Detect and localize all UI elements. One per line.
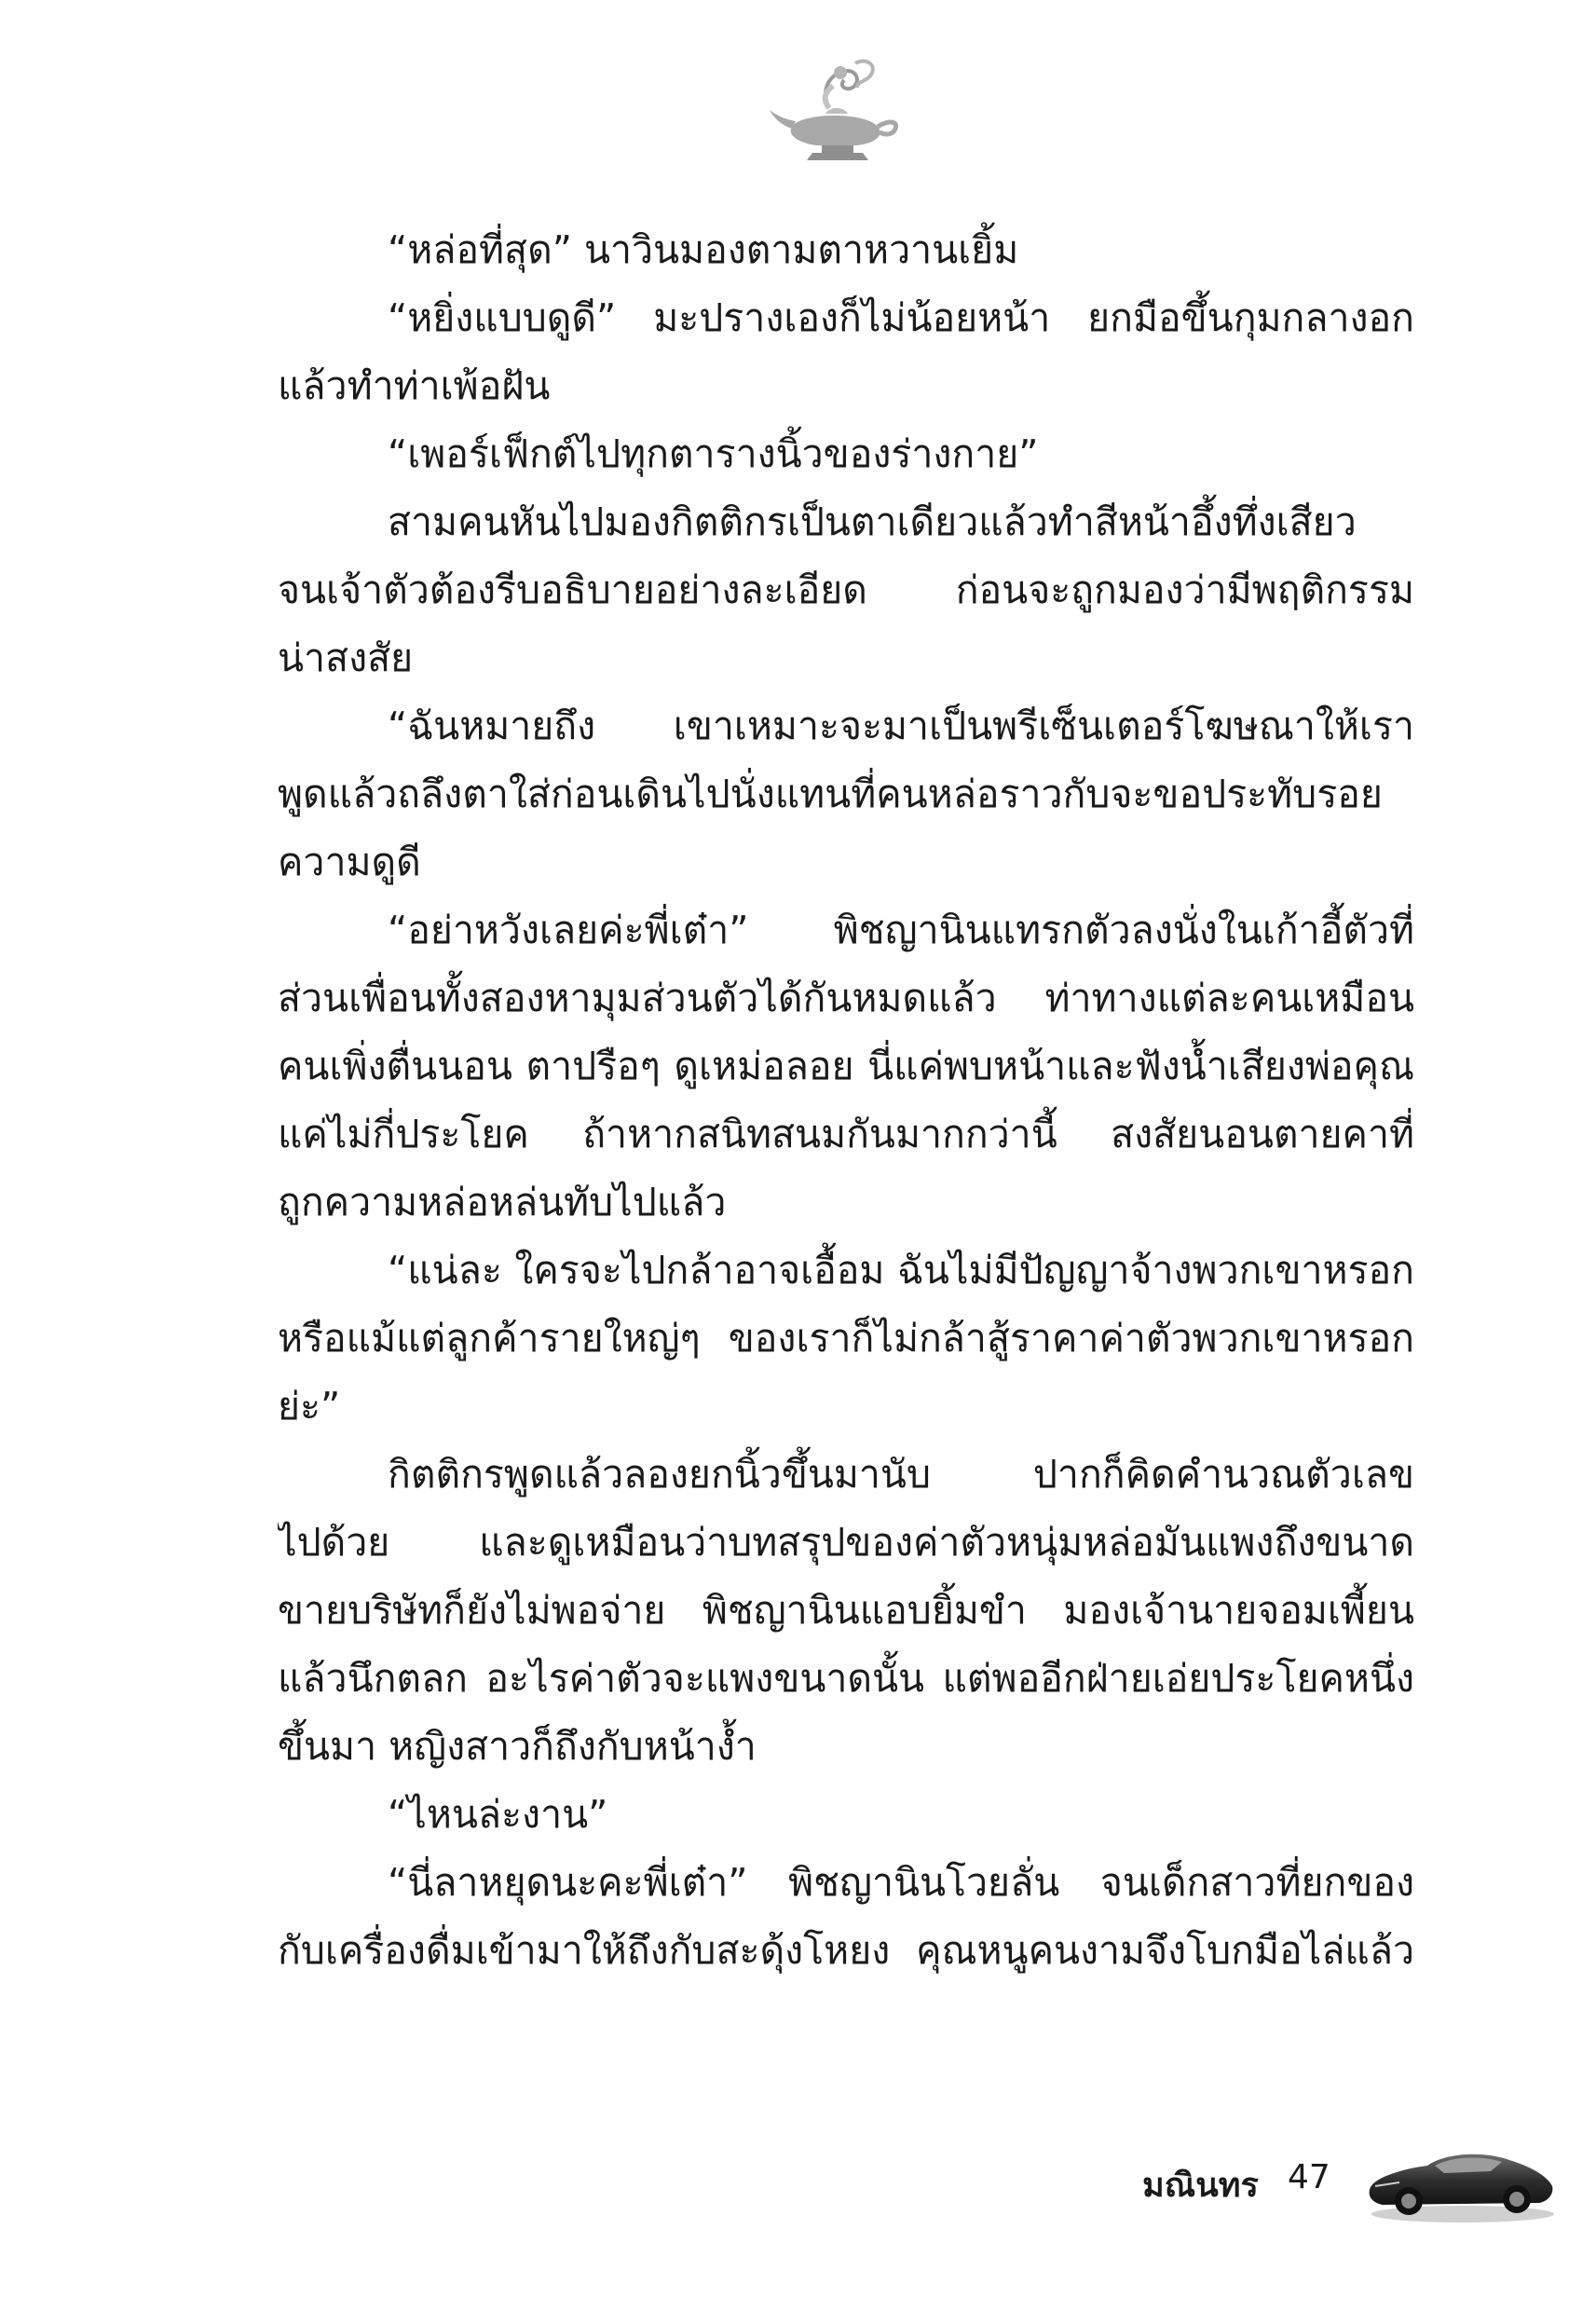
text-line: ความดูดี: [278, 840, 421, 884]
sports-car-icon: [1362, 2128, 1558, 2225]
text-line: ย่ะ”: [278, 1384, 341, 1429]
text-line: พูดแล้วถลึงตาใส่ก่อนเดินไปนั่งแทนที่คนหล่อราวกับจะขอประทับรอย: [278, 772, 1383, 816]
text-line: คนเพิ่งตื่นนอน ตาปรือๆ ดูเหม่อลอย นี่แค่พบหน้าและฟังน้ำเสียงพ่อคุณ: [278, 1044, 1414, 1088]
text-line: น่าสงสัย: [278, 636, 414, 680]
text-line: “ไหนล่ะงาน”: [388, 1792, 608, 1837]
text-line: “ฉันหมายถึง เขาเหมาะจะมาเป็นพรีเซ็นเตอร์โฆษณาให้เรา: [388, 704, 1414, 748]
text-line: จนเจ้าตัวต้องรีบอธิบายอย่างละเอียด ก่อนจะถูกมองว่ามีพฤติกรรม: [278, 567, 1414, 612]
text-line: แล้วทำท่าเพ้อฝัน: [278, 363, 551, 408]
text-line: แล้วนึกตลก อะไรค่าตัวจะแพงขนาดนั้น แต่พออีกฝ่ายเอ่ยประโยคหนึ่ง: [278, 1656, 1414, 1701]
text-line: ขายบริษัทก็ยังไม่พอจ่าย พิชญานินแอบยิ้มขำ มองเจ้านายจอมเพี้ยน: [278, 1588, 1414, 1633]
text-line: สามคนหันไปมองกิตติกรเป็นตาเดียวแล้วทำสีหน้าอึ้งทึ่งเสียว: [388, 499, 1357, 544]
text-line: “แน่ละ ใครจะไปกล้าอาจเอื้อม ฉันไม่มีปัญญาจ้างพวกเขาหรอก: [388, 1248, 1414, 1292]
text-line: ไปด้วย และดูเหมือนว่าบทสรุปของค่าตัวหนุ่มหล่อมันแพงถึงขนาด: [278, 1520, 1414, 1565]
body-text: [278, 216, 1414, 1985]
text-line: “เพอร์เฟ็กต์ไปทุกตารางนิ้วของร่างกาย”: [388, 431, 1039, 476]
text-line: แค่ไม่กี่ประโยค ถ้าหากสนิทสนมกันมากกว่านี้ สงสัยนอนตายคาที่: [278, 1112, 1414, 1156]
text-line: กิตติกรพูดแล้วลองยกนิ้วขึ้นมานับ ปากก็คิดคำนวณตัวเลข: [388, 1452, 1414, 1497]
text-line: “หยิ่งแบบดูดี” มะปรางเองก็ไม่น้อยหน้า ยกมือขึ้นกุมกลางอก: [388, 295, 1414, 340]
page-number: 47: [1288, 2158, 1330, 2196]
text-line: “นี่ลาหยุดนะคะพี่เต๋า” พิชญานินโวยลั่น จนเด็กสาวที่ยกของ: [388, 1860, 1414, 1905]
text-line: ถูกความหล่อหล่นทับไปแล้ว: [278, 1180, 727, 1224]
text-line: กับเครื่องดื่มเข้ามาให้ถึงกับสะดุ้งโหยง คุณหนูคนงามจึงโบกมือไล่แล้ว: [278, 1928, 1414, 1973]
text-line: “หล่อที่สุด” นาวินมองตามตาหวานเยิ้ม: [388, 227, 1019, 272]
text-line: ส่วนเพื่อนทั้งสองหามุมส่วนตัวได้กันหมดแล้ว ท่าทางแต่ละคนเหมือน: [278, 976, 1414, 1020]
lamp-genie-icon: [764, 54, 904, 166]
text-line: “อย่าหวังเลยค่ะพี่เต๋า” พิชญานินแทรกตัวลงนั่งในเก้าอี้ตัวที่: [388, 908, 1414, 952]
text-line: ขึ้นมา หญิงสาวก็ถึงกับหน้างํ้า: [278, 1724, 757, 1769]
text-line: หรือแม้แต่ลูกค้ารายใหญ่ๆ ของเราก็ไม่กล้าสู้ราคาค่าตัวพวกเขาหรอก: [278, 1316, 1414, 1361]
footer-author: มณินทร: [1142, 2167, 1259, 2205]
